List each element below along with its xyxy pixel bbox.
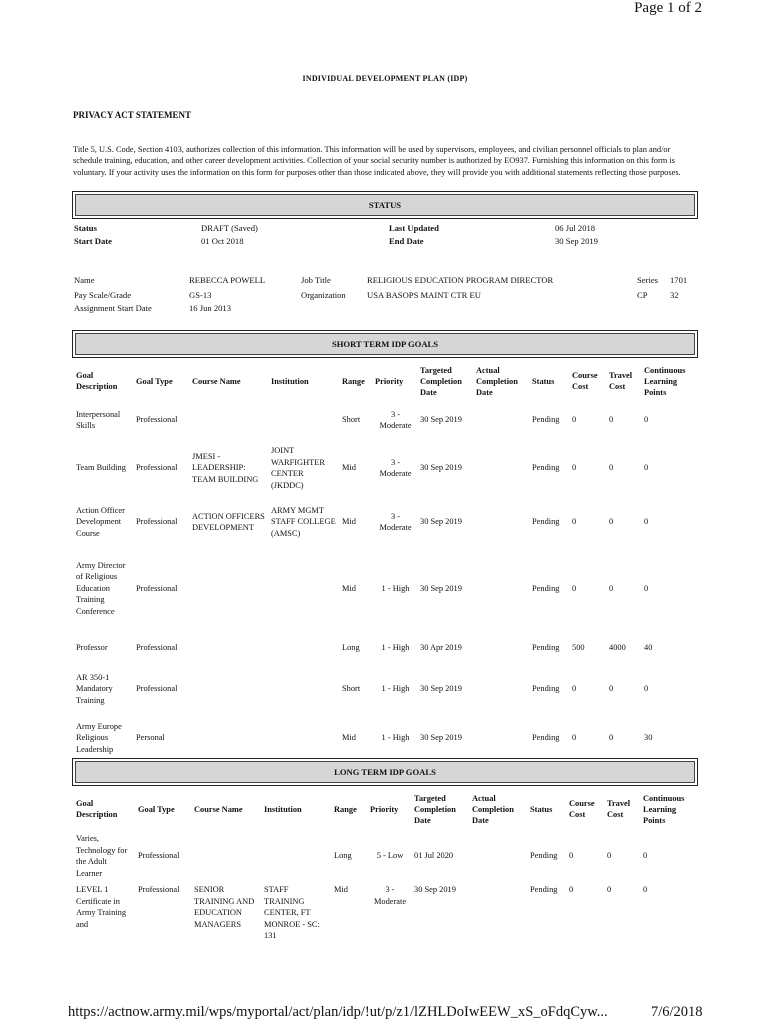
goal-type: Professional xyxy=(136,463,178,473)
col-goal-type: Goal Type xyxy=(136,376,173,386)
end-date-value: 30 Sep 2019 xyxy=(555,236,598,246)
col-range: Range xyxy=(334,804,357,814)
priority: 1 - High xyxy=(381,583,410,593)
range: Mid xyxy=(334,885,348,894)
course-cost: 0 xyxy=(569,851,574,861)
course-name: ACTION OFFICERS DEVELOPMENT xyxy=(192,511,265,532)
institution xyxy=(269,711,340,765)
travel-cost: 0 xyxy=(609,415,614,425)
col-targeted-date: Targeted Completion Date xyxy=(420,365,462,397)
start-date-value: 01 Oct 2018 xyxy=(201,236,244,246)
institution: STAFF TRAINING CENTER, FT MONROE - SC: 131 xyxy=(264,885,320,940)
targeted-date: 30 Sep 2019 xyxy=(420,517,462,527)
goal-type: Personal xyxy=(136,733,165,743)
course-cost: 0 xyxy=(569,885,574,894)
goal-type: Professional xyxy=(136,684,178,694)
priority: 3 - Moderate xyxy=(373,885,407,906)
name-value: REBECCA POWELL xyxy=(189,275,266,285)
actual-date xyxy=(474,629,530,667)
course-cost: 0 xyxy=(572,517,577,527)
table-row xyxy=(74,667,690,711)
col-course-cost: Course Cost xyxy=(572,371,598,391)
document-title: INDIVIDUAL DEVELOPMENT PLAN (IDP) xyxy=(302,74,468,83)
goal-description: Army Europe Religious Leadership xyxy=(76,721,122,754)
status: Pending xyxy=(530,851,558,861)
short-term-section-bar xyxy=(72,330,698,358)
range: Mid xyxy=(342,517,356,527)
actual-date xyxy=(470,828,528,884)
course-cost: 500 xyxy=(572,643,585,653)
pay-grade-label: Pay Scale/Grade xyxy=(74,290,132,300)
priority: 3 - Moderate xyxy=(379,511,412,532)
col-targeted-date: Targeted Completion Date xyxy=(414,793,456,825)
goal-type: Professional xyxy=(136,415,178,425)
start-date-label: Start Date xyxy=(74,236,112,246)
institution: JOINT WARFIGHTER CENTER (JKDDC) xyxy=(271,446,325,490)
status: Pending xyxy=(532,517,560,527)
course-name: JMESI - LEADERSHIP: TEAM BUILDING xyxy=(192,451,259,484)
course-cost: 0 xyxy=(572,415,577,425)
last-updated-value: 06 Jul 2018 xyxy=(555,223,596,233)
actual-date xyxy=(470,884,528,942)
course-name xyxy=(190,548,269,629)
page-number: Page 1 of 2 xyxy=(634,0,702,16)
goal-description: Action Officer Development Course xyxy=(76,505,125,538)
institution xyxy=(269,400,340,440)
short-term-goals-table xyxy=(74,362,690,765)
targeted-date: 30 Sep 2019 xyxy=(420,463,462,473)
range: Short xyxy=(342,684,361,694)
targeted-date: 30 Sep 2019 xyxy=(420,733,462,743)
clp: 0 xyxy=(643,885,648,894)
priority: 1 - High xyxy=(381,643,410,653)
table-row xyxy=(74,711,690,765)
goal-type: Professional xyxy=(136,643,178,653)
clp: 0 xyxy=(643,851,648,861)
targeted-date: 30 Sep 2019 xyxy=(420,684,462,694)
col-course-name: Course Name xyxy=(192,376,241,386)
institution xyxy=(269,667,340,711)
actual-date xyxy=(474,496,530,548)
actual-date xyxy=(474,440,530,496)
travel-cost: 0 xyxy=(609,684,614,694)
goal-description: AR 350-1 Mandatory Training xyxy=(76,672,113,705)
actual-date xyxy=(474,548,530,629)
col-clp: Continuous Learning Points xyxy=(643,793,685,825)
targeted-date: 30 Apr 2019 xyxy=(420,643,462,653)
col-institution: Institution xyxy=(264,804,302,814)
goal-description: Interpersonal Skills xyxy=(76,409,121,430)
range: Long xyxy=(342,643,360,653)
long-term-heading: LONG TERM IDP GOALS xyxy=(75,761,695,783)
status-section-heading: STATUS xyxy=(75,194,695,216)
course-name xyxy=(192,828,262,884)
travel-cost: 0 xyxy=(609,733,614,743)
priority: 3 - Moderate xyxy=(379,409,412,430)
clp: 40 xyxy=(644,643,653,653)
clp: 0 xyxy=(644,517,649,527)
long-term-goals-table xyxy=(74,790,689,942)
goal-description: Varies, Technology for the Adult Learner xyxy=(76,834,128,878)
col-status: Status xyxy=(532,376,555,386)
col-institution: Institution xyxy=(271,376,309,386)
travel-cost: 0 xyxy=(607,851,612,861)
institution: ARMY MGMT STAFF COLLEGE (AMSC) xyxy=(271,505,336,538)
priority: 1 - High xyxy=(381,684,410,694)
course-cost: 0 xyxy=(572,583,577,593)
last-updated-label: Last Updated xyxy=(389,223,439,233)
targeted-date: 30 Sep 2019 xyxy=(420,583,462,593)
col-goal-type: Goal Type xyxy=(138,804,175,814)
course-cost: 0 xyxy=(572,733,577,743)
col-travel-cost: Travel Cost xyxy=(607,799,631,819)
table-row xyxy=(74,548,690,629)
course-name xyxy=(190,667,269,711)
col-goal-description: Goal Description xyxy=(76,799,118,819)
goal-type: Professional xyxy=(138,851,180,861)
table-row xyxy=(74,496,690,548)
travel-cost: 0 xyxy=(607,885,612,894)
col-goal-description: Goal Description xyxy=(76,371,118,391)
pay-grade-value: GS-13 xyxy=(189,290,212,300)
priority: 1 - High xyxy=(381,733,410,743)
job-title-label: Job Title xyxy=(301,275,331,285)
status: Pending xyxy=(532,415,560,425)
col-priority: Priority xyxy=(370,804,399,814)
goal-type: Professional xyxy=(136,517,178,527)
col-travel-cost: Travel Cost xyxy=(609,371,633,391)
travel-cost: 0 xyxy=(609,583,614,593)
col-course-name: Course Name xyxy=(194,804,243,814)
col-status: Status xyxy=(530,804,553,814)
goal-description: Team Building xyxy=(76,463,126,473)
goal-description: LEVEL 1 Certificate in Army Training and xyxy=(76,885,127,929)
col-priority: Priority xyxy=(375,376,404,386)
institution xyxy=(262,828,332,884)
course-cost: 0 xyxy=(572,463,577,473)
range: Mid xyxy=(342,733,356,743)
name-label: Name xyxy=(74,275,95,285)
clp: 0 xyxy=(644,583,649,593)
privacy-heading: PRIVACY ACT STATEMENT xyxy=(73,110,192,120)
series-value: 1701 xyxy=(670,275,688,285)
status: Pending xyxy=(532,684,560,694)
institution xyxy=(269,548,340,629)
clp: 0 xyxy=(644,463,649,473)
cp-value: 32 xyxy=(670,290,679,300)
status: Pending xyxy=(532,583,560,593)
range: Mid xyxy=(342,463,356,473)
course-name: SENIOR TRAINING AND EDUCATION MANAGERS xyxy=(194,885,255,929)
short-term-heading: SHORT TERM IDP GOALS xyxy=(75,333,695,355)
goal-description: Professor xyxy=(76,643,108,653)
actual-date xyxy=(474,711,530,765)
status-value: DRAFT (Saved) xyxy=(201,223,258,233)
print-date: 7/6/2018 xyxy=(651,1004,703,1020)
status-section-bar xyxy=(72,191,698,219)
cp-label: CP xyxy=(637,290,648,300)
col-range: Range xyxy=(342,376,365,386)
actual-date xyxy=(474,667,530,711)
targeted-date: 30 Sep 2019 xyxy=(420,415,462,425)
clp: 0 xyxy=(644,415,649,425)
table-row xyxy=(74,440,690,496)
status: Pending xyxy=(530,885,558,894)
col-actual-date: Actual Completion Date xyxy=(476,365,518,397)
assignment-start-label: Assignment Start Date xyxy=(74,303,152,313)
goal-type: Professional xyxy=(138,885,180,894)
organization-value: USA BASOPS MAINT CTR EU xyxy=(367,290,481,300)
page-url: https://actnow.army.mil/wps/myportal/act/plan/idp/!ut/p/z1/lZHLDoIwEEW_xS_oFdqCyw... xyxy=(68,1004,608,1020)
course-name xyxy=(190,711,269,765)
course-name xyxy=(190,400,269,440)
series-label: Series xyxy=(637,275,659,285)
goal-description: Army Director of Religious Education Training Conference xyxy=(76,560,126,616)
range: Long xyxy=(334,851,352,861)
col-course-cost: Course Cost xyxy=(569,799,595,819)
travel-cost: 0 xyxy=(609,517,614,527)
long-term-section-bar xyxy=(72,758,698,786)
privacy-text: Title 5, U.S. Code, Section 4103, authorizes collection of this information. This information will be used by supervisors, employees, and civilian personnel officials to plan and/or schedule training, education, and other career development activities. Collection of your social security number is authorized by EO937. Furnishing this information on this form is voluntary. If your activity uses the information on this form for purposes other than those indicated above, they will provide you with additional statements reflecting those purposes. xyxy=(73,145,681,177)
targeted-date: 30 Sep 2019 xyxy=(414,885,456,894)
targeted-date: 01 Jul 2020 xyxy=(414,851,454,861)
status: Pending xyxy=(532,733,560,743)
table-row xyxy=(74,629,690,667)
actual-date xyxy=(474,400,530,440)
assignment-start-value: 16 Jun 2013 xyxy=(189,303,232,313)
institution xyxy=(269,629,340,667)
travel-cost: 0 xyxy=(609,463,614,473)
organization-label: Organization xyxy=(301,290,346,300)
status: Pending xyxy=(532,463,560,473)
priority: 3 - Moderate xyxy=(379,457,412,478)
priority: 5 - Low xyxy=(376,851,404,861)
range: Short xyxy=(342,415,361,425)
table-row xyxy=(74,884,689,942)
end-date-label: End Date xyxy=(389,236,424,246)
course-cost: 0 xyxy=(572,684,577,694)
col-clp: Continuous Learning Points xyxy=(644,365,686,397)
status: Pending xyxy=(532,643,560,653)
status-label: Status xyxy=(74,223,97,233)
col-actual-date: Actual Completion Date xyxy=(472,793,514,825)
travel-cost: 4000 xyxy=(609,643,626,653)
course-name xyxy=(190,629,269,667)
clp: 30 xyxy=(644,733,653,743)
goal-type: Professional xyxy=(136,583,178,593)
table-row xyxy=(74,828,689,884)
table-row xyxy=(74,400,690,440)
clp: 0 xyxy=(644,684,649,694)
range: Mid xyxy=(342,583,356,593)
job-title-value: RELIGIOUS EDUCATION PROGRAM DIRECTOR xyxy=(367,275,554,285)
